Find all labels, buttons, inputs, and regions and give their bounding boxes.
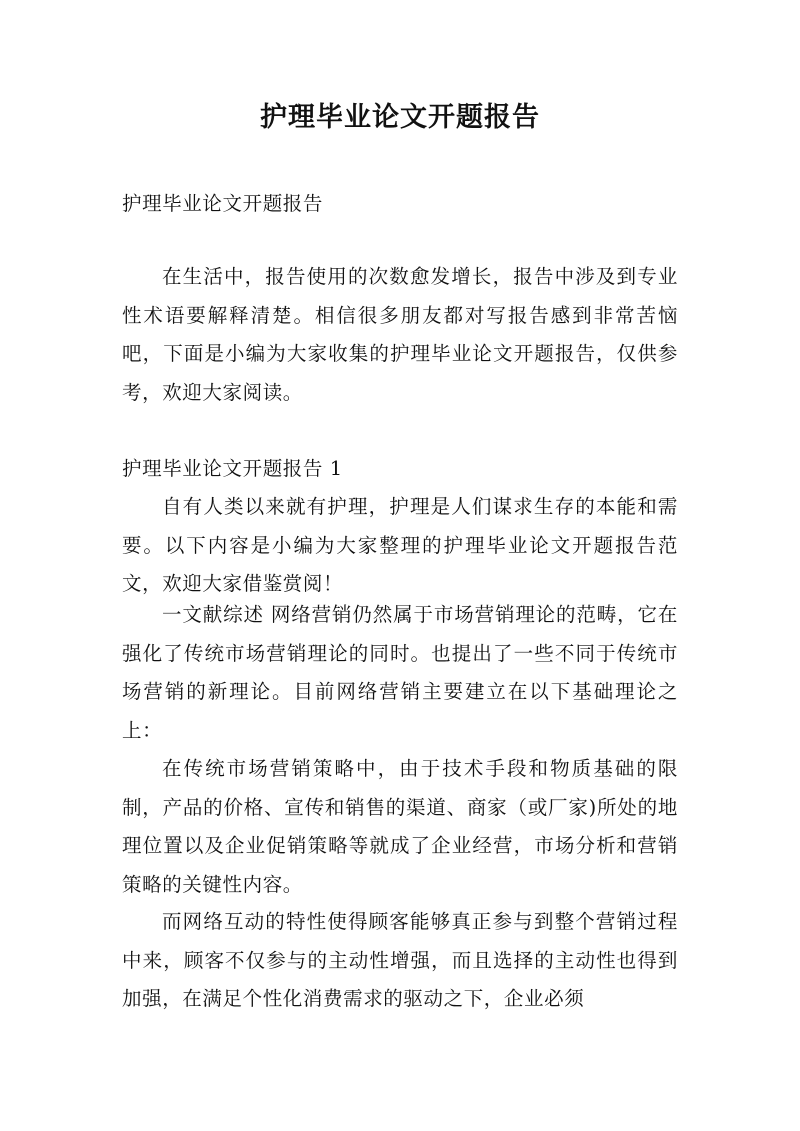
section-heading: 护理毕业论文开题报告 1 — [122, 457, 343, 480]
intro-paragraph: 在生活中，报告使用的次数愈发增长，报告中涉及到专业性术语要解释清楚。相信很多朋友都对写报告感到非常苦恼吧，下面是小编为大家收集的护理毕业论文开题报告，仅供参考，欢迎大家阅读。 — [122, 265, 678, 404]
body-paragraph: 而网络互动的特性使得顾客能够真正参与到整个营销过程中来，顾客不仅参与的主动性增强，而且选择的主动性也得到加强，在满足个性化消费需求的驱动之下，企业必须 — [122, 910, 678, 1010]
document-subtitle: 护理毕业论文开题报告 — [122, 192, 324, 215]
document-title: 护理毕业论文开题报告 — [260, 102, 540, 133]
body-paragraph: 在传统市场营销策略中，由于技术手段和物质基础的限制，产品的价格、宣传和销售的渠道、商家（或厂家)所处的地理位置以及企业促销策略等就成了企业经营，市场分析和营销策略的关键性内容。 — [122, 757, 678, 896]
body-paragraph: 自有人类以来就有护理，护理是人们谋求生存的本能和需要。以下内容是小编为大家整理的护理毕业论文开题报告范文，欢迎大家借鉴赏阅！ — [122, 495, 678, 595]
body-paragraph: 一文献综述 网络营销仍然属于市场营销理论的范畴，它在强化了传统市场营销理论的同时。也提出了一些不同于传统市场营销的新理论。目前网络营销主要建立在以下基础理论之上： — [122, 603, 678, 742]
